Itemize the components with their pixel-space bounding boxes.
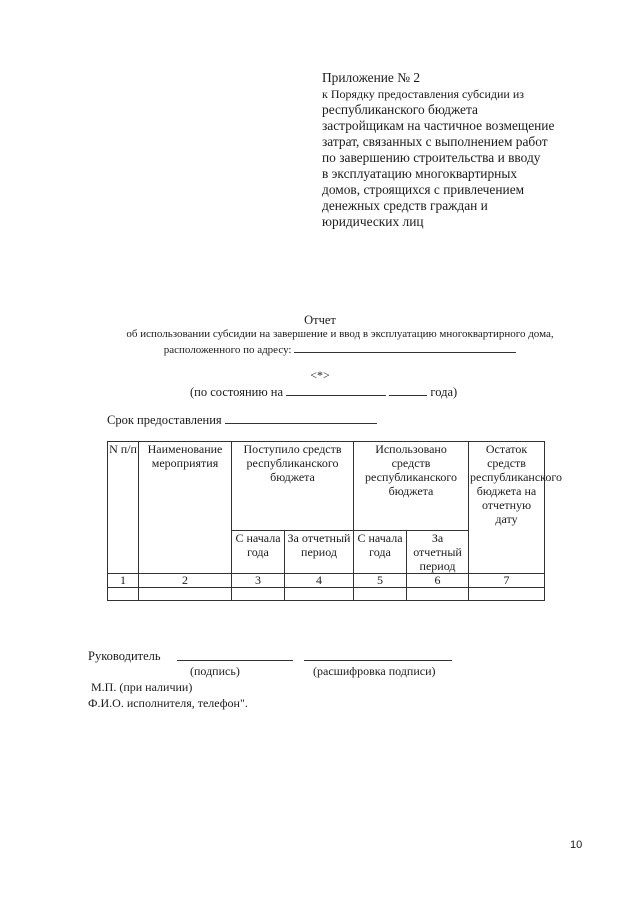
appendix-line: денежных средств граждан и xyxy=(322,198,488,213)
appendix-title: Приложение № 2 xyxy=(322,70,421,85)
appendix-line: в эксплуатацию многоквартирных xyxy=(322,166,518,181)
term-row xyxy=(107,412,377,428)
as-of-suffix: года) xyxy=(430,385,458,399)
table-cell[interactable] xyxy=(285,588,354,601)
header-received: Поступило средств республиканского бюджета xyxy=(232,442,354,531)
signature-decoding-line[interactable] xyxy=(304,660,452,661)
table-cell[interactable] xyxy=(232,588,285,601)
table-row xyxy=(108,588,545,601)
appendix-line: республиканского бюджета xyxy=(322,102,478,117)
term-fill-line[interactable] xyxy=(225,412,377,424)
term-label: Срок предоставления xyxy=(107,413,222,427)
column-number: 5 xyxy=(354,574,407,588)
column-number-row xyxy=(108,574,545,588)
report-table xyxy=(107,441,563,601)
header-name: Наименование мероприятия xyxy=(139,442,232,574)
report-title: Отчет xyxy=(304,313,336,327)
as-of-prefix: (по состоянию на xyxy=(190,385,284,399)
table-cell[interactable] xyxy=(407,588,469,601)
table-cell[interactable] xyxy=(469,588,545,601)
page-number: 10 xyxy=(570,839,583,851)
report-subtitle xyxy=(60,327,620,357)
signature-caption: (подпись) xyxy=(190,664,240,678)
subheader-used-from-start: С начала года xyxy=(354,531,407,574)
column-number: 4 xyxy=(285,574,354,588)
appendix-line: к Порядку предоставления субсидии из xyxy=(322,87,524,101)
address-label: расположенного по адресу: xyxy=(163,344,292,356)
decoding-caption: (расшифровка подписи) xyxy=(313,664,436,678)
executor-note: Ф.И.О. исполнителя, телефон". xyxy=(88,696,248,710)
appendix-line: юридических лиц xyxy=(322,214,424,229)
stamp-note: М.П. (при наличии) xyxy=(91,680,193,694)
table-header-row xyxy=(108,442,545,531)
appendix-line: по завершению строительства и вводу xyxy=(322,150,541,165)
subheader-received-from-start: С начала года xyxy=(232,531,285,574)
appendix-line: домов, строящихся с привлечением xyxy=(322,182,525,197)
appendix-line: затрат, связанных с выполнением работ xyxy=(322,134,548,149)
as-of-year-fill[interactable] xyxy=(389,384,427,396)
header-remainder: Остаток средств республиканского бюджета на отчетную дату xyxy=(469,442,545,574)
column-number: 1 xyxy=(108,574,139,588)
header-num: N п/п xyxy=(108,442,139,574)
report-subtitle-line1: об использовании субсидии на завершение и ввод в эксплуатацию многоквартирного дома, xyxy=(126,328,554,340)
as-of-date xyxy=(190,384,457,400)
table-cell[interactable] xyxy=(139,588,232,601)
appendix-header xyxy=(322,70,622,230)
table-cell[interactable] xyxy=(354,588,407,601)
subheader-received-period: За отчетный период xyxy=(285,531,354,574)
head-label: Руководитель xyxy=(88,649,161,663)
report-subtitle-line2-wrap xyxy=(60,341,620,357)
header-used: Использовано средств республиканского бюджета xyxy=(354,442,469,531)
footnote-marker: <*> xyxy=(310,368,330,382)
subheader-used-period: За отчетный период xyxy=(407,531,469,574)
column-number: 6 xyxy=(407,574,469,588)
table-cell[interactable] xyxy=(108,588,139,601)
address-fill-line[interactable] xyxy=(294,341,516,353)
column-number: 2 xyxy=(139,574,232,588)
signature-line[interactable] xyxy=(177,660,293,661)
as-of-date-fill[interactable] xyxy=(286,384,386,396)
appendix-line: застройщикам на частичное возмещение xyxy=(322,118,555,133)
column-number: 3 xyxy=(232,574,285,588)
column-number: 7 xyxy=(469,574,545,588)
